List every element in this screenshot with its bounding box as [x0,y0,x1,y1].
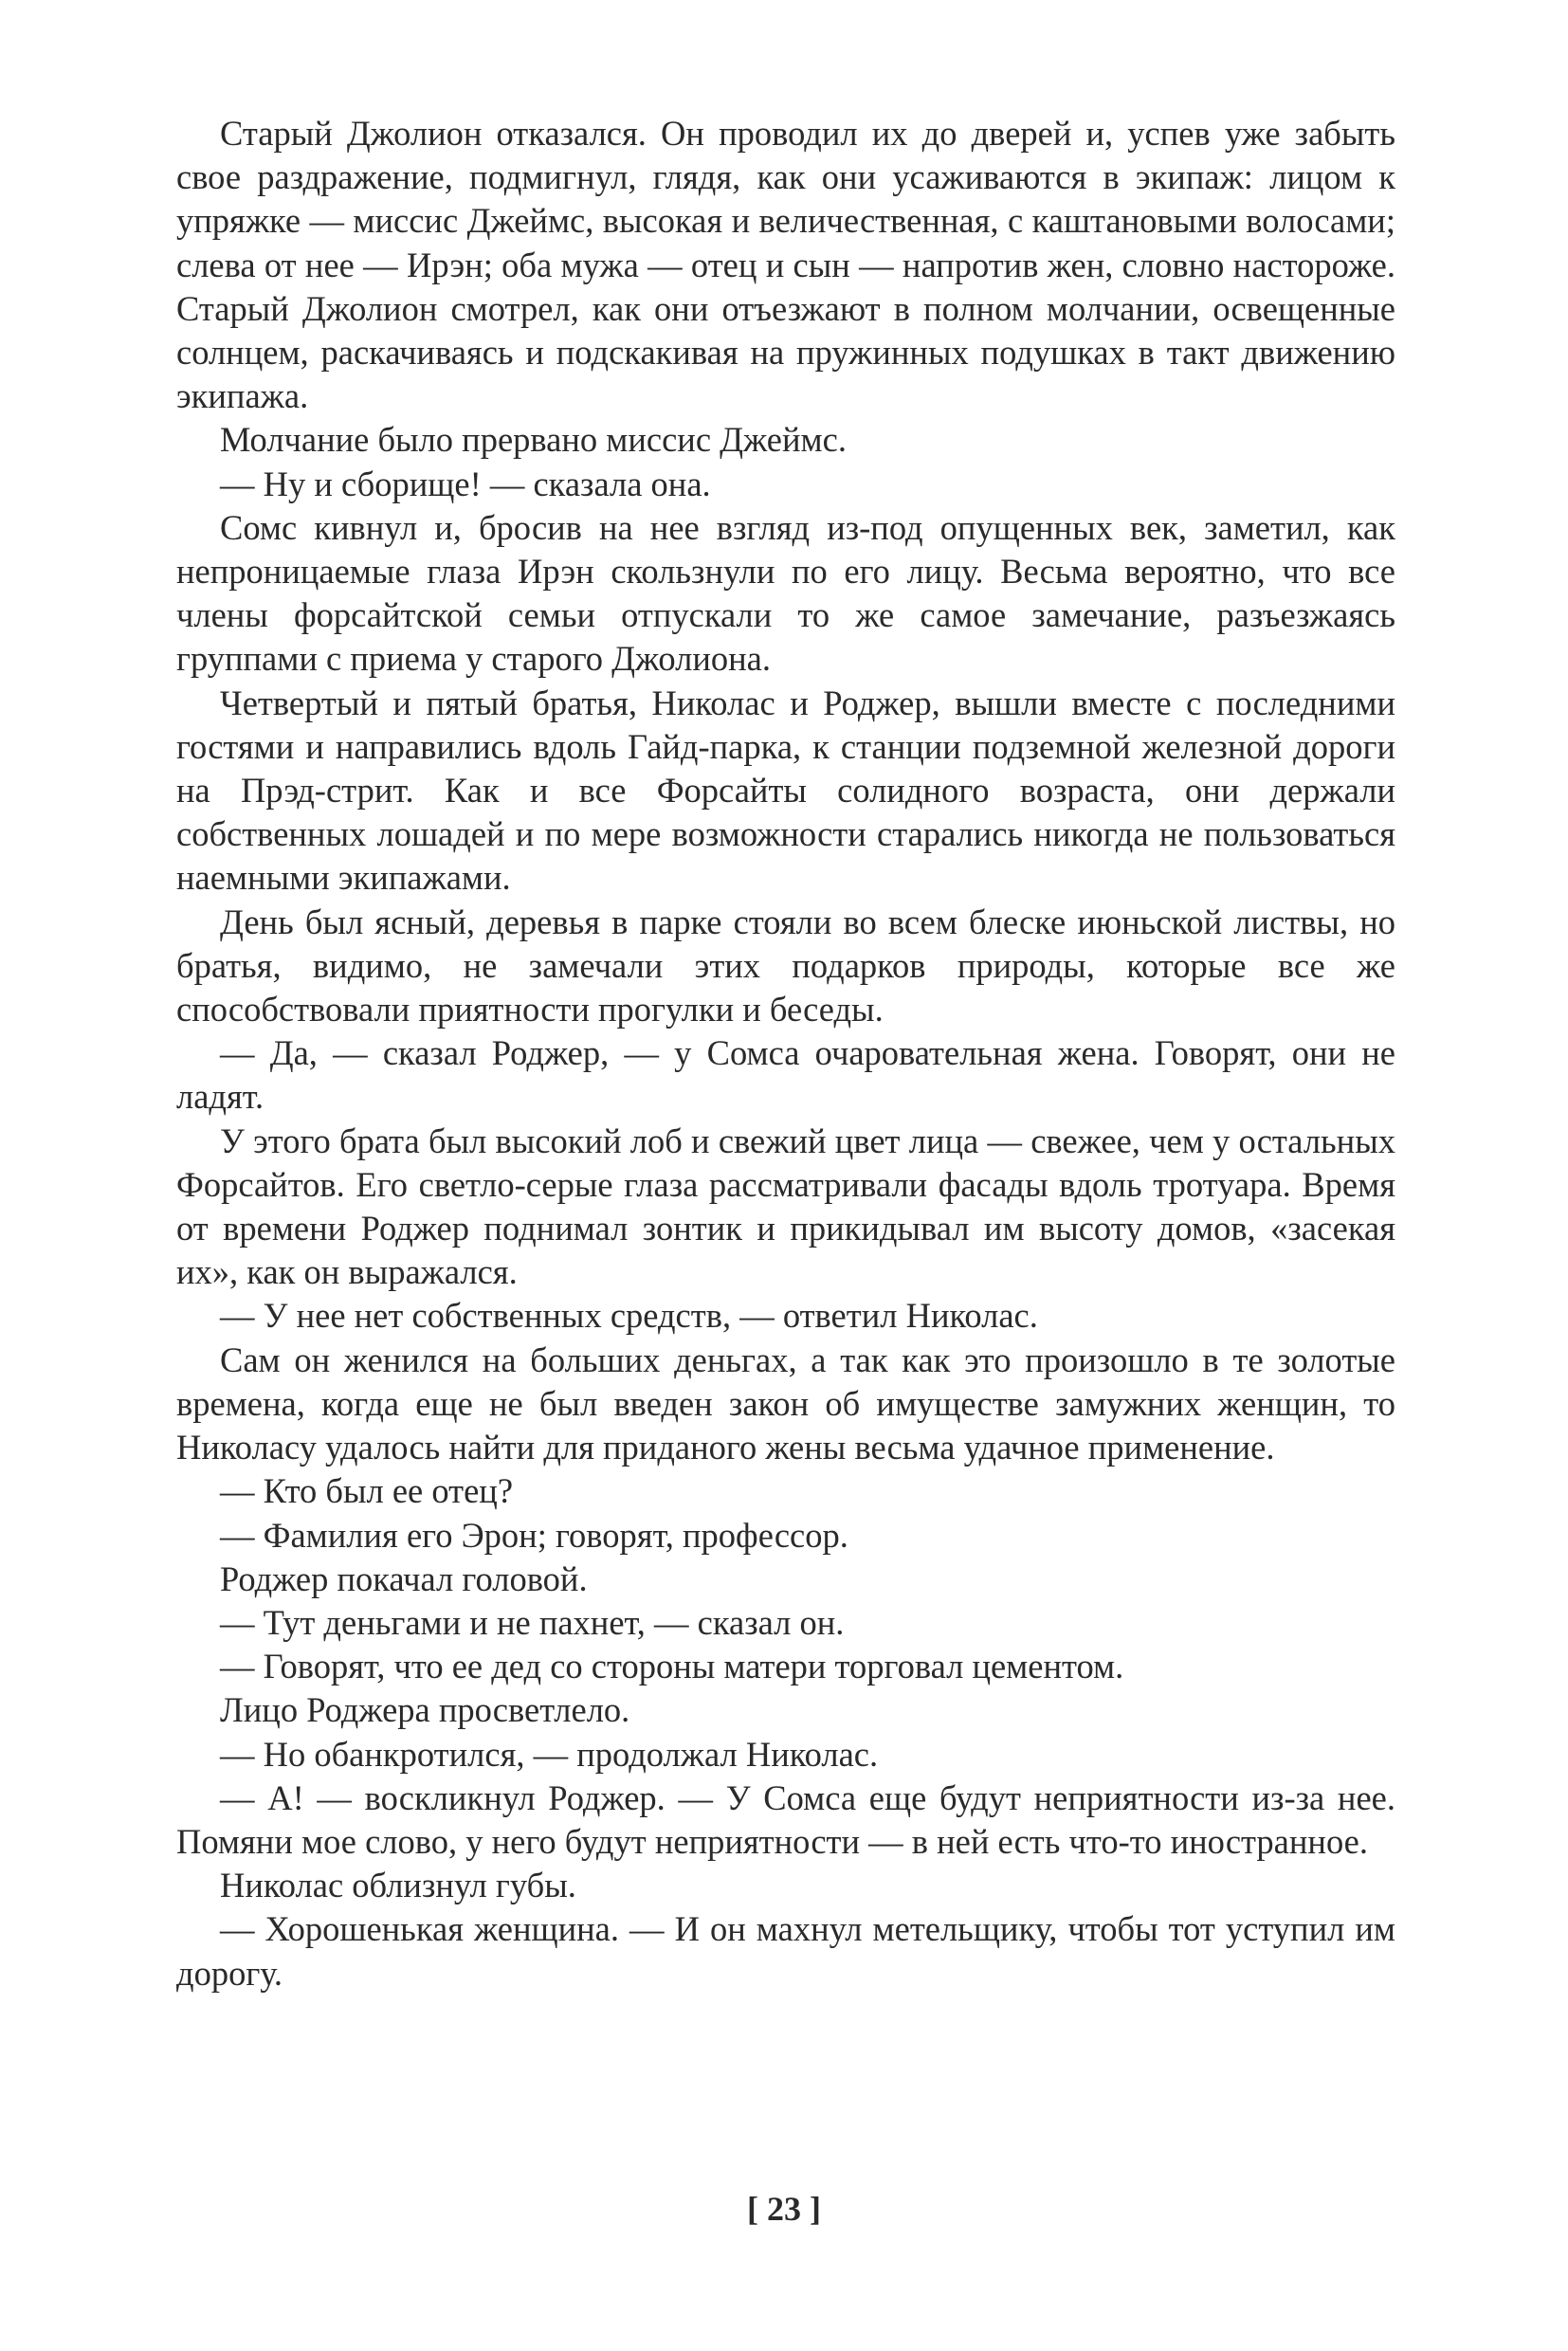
paragraph-11: — Кто был ее отец? [220,1471,514,1511]
paragraph-3: — Ну и сборище! — сказала она. [220,464,711,503]
paragraph-16: Лицо Роджера просветлело. [220,1690,630,1730]
body-text [176,112,1395,1996]
paragraph-4: Сомс кивнул и, бросив на нее взгляд из-под опущенных век, заметил, как непроницаемые глаза Ирэн скользнули по его лицу. Весьма вероятно, что все члены форсайтской семьи отпускали то же самое замечание, разъезжаясь группами с приема у старого Джолиона. [176,507,1395,679]
page-number: [ 23 ] [747,2190,821,2228]
paragraph-6: День был ясный, деревья в парке стояли во всем блеске июньской листвы, но братья, видимо, не замечали этих подарков природы, которые все же способствовали приятности прогулки и беседы. [176,902,1395,1030]
paragraph-8: У этого брата был высокий лоб и свежий цвет лица — свежее, чем у остальных Форсайтов. Его светло-серые глаза рассматривали фасады вдоль тротуара. Время от времени Роджер поднимал зонтик и прикидывал им высоту домов, «засекая их», как он выражался. [176,1121,1395,1292]
paragraph-17: — Но обанкротился, — продолжал Николас. [220,1734,879,1774]
paragraph-20: — Хорошенькая женщина. — И он махнул метельщику, чтобы тот уступил им дорогу. [176,1909,1395,1993]
paragraph-10: Сам он женился на больших деньгах, а так как это произошло в те золотые времена, когда еще не был введен закон об имуществе замужних женщин, то Николасу удалось найти для приданого жены весьма удачное применение. [176,1340,1395,1467]
paragraph-2: Молчание было прервано миссис Джеймс. [220,420,847,460]
paragraph-7: — Да, — сказал Роджер, — у Сомса очаровательная жена. Говорят, они не ладят. [176,1033,1395,1117]
paragraph-13: Роджер покачал головой. [220,1558,588,1598]
paragraph-18: — А! — воскликнул Роджер. — У Сомса еще будут неприятности из-за нее. Помяни мое слово, у него будут неприятности — в ней есть что-то иностранное. [176,1777,1395,1861]
paragraph-9: — У нее нет собственных средств, — ответил Николас. [220,1296,1038,1336]
paragraph-5: Четвертый и пятый братья, Николас и Роджер, вышли вместе с последними гостями и направились вдоль Гайд-парка, к станции подземной железной дороги на Прэд-стрит. Как и все Форсайты солидного возраста, они держали собственных лошадей и по мере возможности старались никогда не пользоваться наемными экипажами. [176,683,1395,898]
paragraph-14: — Тут деньгами и не пахнет, — сказал он. [220,1602,845,1642]
paragraph-1: Старый Джолион отказался. Он проводил их до дверей и, успев уже забыть свое раздражение, подмигнул, глядя, как они усаживаются в экипаж: лицом к упряжке — миссис Джеймс, высокая и величественная, с каштановыми волосами; слева от нее — Ирэн; оба мужа — отец и сын — напротив жен, словно настороже. Старый Джолион смотрел, как они отъезжают в полном молчании, освещенные солнцем, раскачиваясь и подскакивая на пружинных подушках в такт движению экипажа. [176,114,1395,416]
paragraph-15: — Говорят, что ее дед со стороны матери торговал цементом. [220,1647,1124,1686]
paragraph-12: — Фамилия его Эрон; говорят, профессор. [220,1515,848,1555]
paragraph-19: Николас облизнул губы. [220,1866,576,1905]
